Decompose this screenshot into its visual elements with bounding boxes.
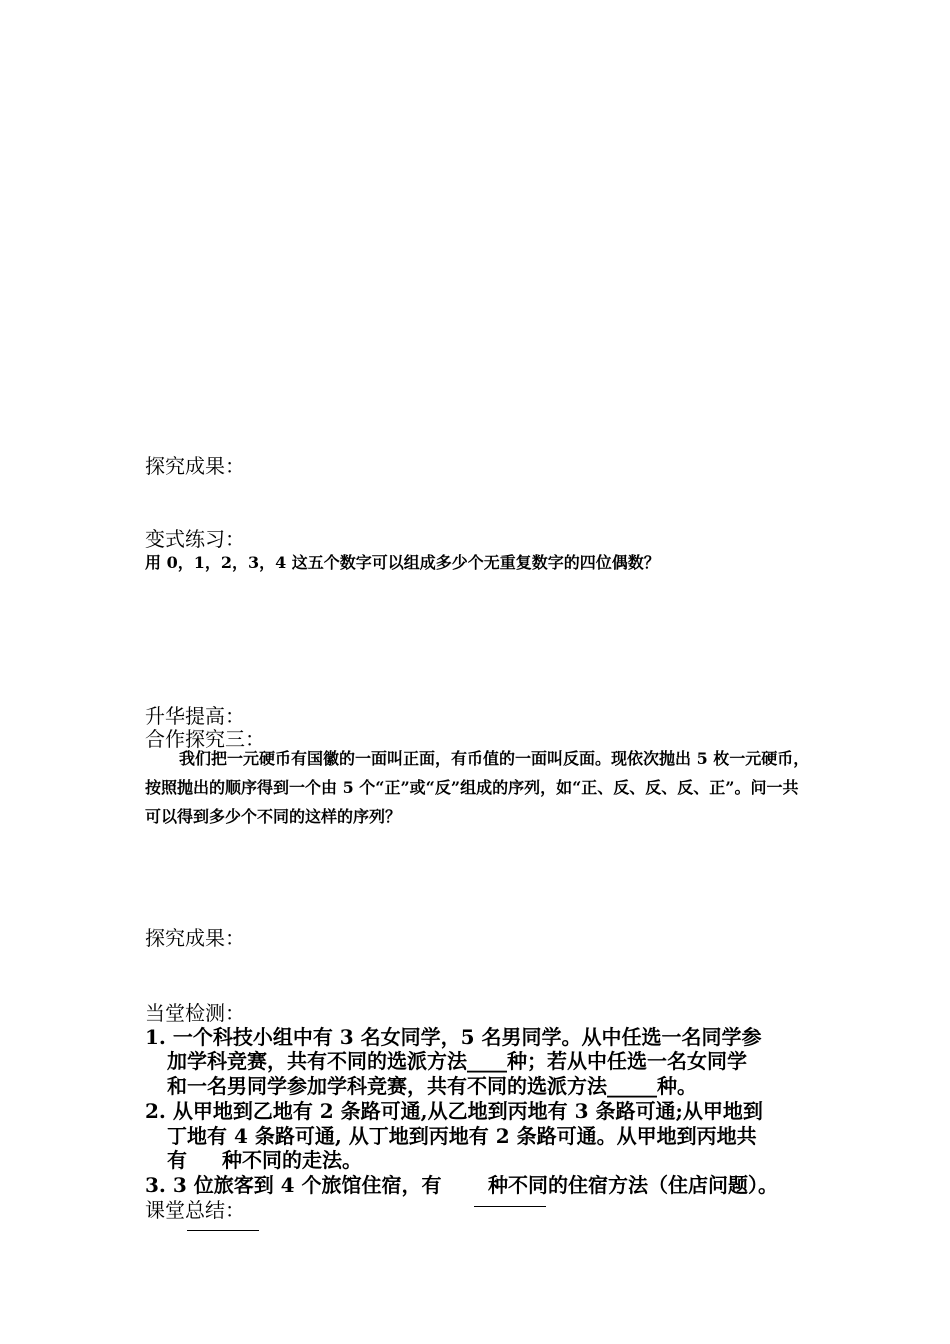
- advanced-heading: 升华提高：: [145, 704, 245, 728]
- advanced-subheading: 合作探究三：: [145, 727, 265, 751]
- result-label-2: 探究成果：: [145, 926, 245, 950]
- summary-heading: 课堂总结：: [145, 1198, 245, 1222]
- advanced-paragraph: [145, 744, 810, 831]
- test-heading: 当堂检测：: [145, 1001, 245, 1025]
- q3-answer-blank: [474, 1206, 546, 1207]
- summary-blank-line: [187, 1230, 259, 1231]
- q3-start: 3. 3 位旅客到 4 个旅馆住宿，有: [145, 1173, 442, 1197]
- q1-line1: 1. 一个科技小组中有 3 名女同学，5 名男同学。从中任选一名同学参: [145, 1025, 762, 1049]
- q1-line2: 加学科竞赛，共有不同的选派方法____种；若从中任选一名女同学: [167, 1049, 747, 1073]
- variant-heading: 变式练习：: [145, 527, 245, 551]
- result-label-1: 探究成果：: [145, 454, 245, 478]
- q2-line3-end: 种不同的走法。: [222, 1148, 362, 1172]
- q2-line3-start: 有: [167, 1148, 187, 1172]
- q2-line2: 丁地有 4 条路可通, 从丁地到丙地有 2 条路可通。从甲地到丙地共: [167, 1124, 757, 1148]
- paragraph-text: 我们把一元硬币有国徽的一面叫正面，有币值的一面叫反面。现依次抛出 5 枚一元硬币，按照抛出的顺序得到一个由 5 个“正”或“反”组成的序列，如“正、反、反、反、正”。问一共可以得到多少个不同的这样的序列？: [145, 749, 810, 826]
- q1-line3: 和一名男同学参加学科竞赛，共有不同的选派方法_____种。: [167, 1074, 697, 1098]
- variant-question: 用 0，1，2，3，4 这五个数字可以组成多少个无重复数字的四位偶数？: [145, 553, 660, 572]
- q3-end: 种不同的住宿方法（住店问题）。: [488, 1173, 778, 1197]
- q2-line1: 2. 从甲地到乙地有 2 条路可通,从乙地到丙地有 3 条路可通;从甲地到: [145, 1099, 763, 1123]
